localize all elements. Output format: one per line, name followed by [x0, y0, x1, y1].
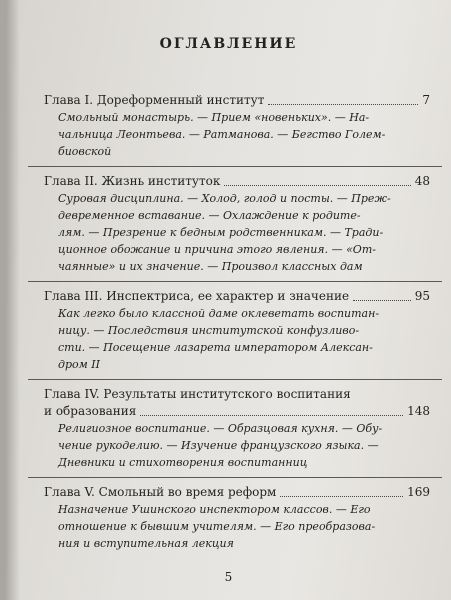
page-number: 169 — [407, 485, 430, 499]
toc-entry-chapter-4 — [44, 386, 430, 475]
toc-entry-chapter-2 — [44, 173, 430, 279]
chapter-description: Суровая дисциплина. — Холод, голод и посты. — Преж- девременное вставание. — Охлаждение к родите- лям. — Презрение к бедным родственникам. — Тради- ционное обожание и причина этого явления. — «От- чаянные» и их значение. — Произвол классных дам — [58, 192, 391, 273]
chapter-heading: Глава IV. Результаты институтского воспитания — [44, 387, 351, 401]
chapter-description: Смольный монастырь. — Прием «новеньких». — На- чальница Леонтьева. — Ратманова. — Бегство Голем- биовской — [58, 111, 386, 158]
chapter-description: Религиозное воспитание. — Образцовая кухня. — Обу- чение рукоделию. — Изучение французского языка. — Дневники и стихотворения воспитанниц — [58, 422, 383, 469]
divider — [28, 281, 442, 282]
page-number: 95 — [414, 289, 430, 303]
divider — [28, 166, 442, 167]
toc-entry-chapter-5 — [44, 484, 430, 556]
chapter-heading: Глава III. Инспектриса, ее характер и значение — [44, 289, 350, 303]
divider — [28, 477, 442, 478]
dot-leader — [280, 496, 403, 497]
divider — [28, 379, 442, 380]
toc-entry-chapter-3 — [44, 288, 430, 377]
dot-leader — [224, 185, 410, 186]
page-number: 148 — [407, 404, 430, 418]
chapter-description: Назначение Ушинского инспектором классов. — Его отношение к бывшим учителям. — Его преобразова- ния и вступительная лекция — [58, 503, 376, 550]
table-of-contents — [44, 92, 430, 556]
folio-page-number: 5 — [224, 570, 233, 584]
chapter-heading: Глава V. Смольный во время реформ — [44, 485, 277, 499]
chapter-heading: Глава II. Жизнь институток — [44, 174, 221, 188]
book-page — [6, 0, 451, 600]
chapter-heading: Глава I. Дореформенный институт — [44, 93, 265, 107]
page-number: 48 — [414, 174, 430, 188]
toc-entry-chapter-1 — [44, 92, 430, 164]
page-number: 7 — [422, 93, 430, 107]
chapter-description: Как легко было классной даме оклеветать воспитан- ницу. — Последствия институтской конфузливо- сти. — Посещение лазарета императором Алексан- дром II — [58, 307, 380, 371]
chapter-heading-continued: и образования — [44, 404, 137, 418]
page-title: ОГЛАВЛЕНИЕ — [159, 36, 298, 52]
dot-leader — [140, 415, 403, 416]
dot-leader — [268, 104, 418, 105]
dot-leader — [353, 300, 411, 301]
page-gutter-shadow — [6, 0, 20, 600]
